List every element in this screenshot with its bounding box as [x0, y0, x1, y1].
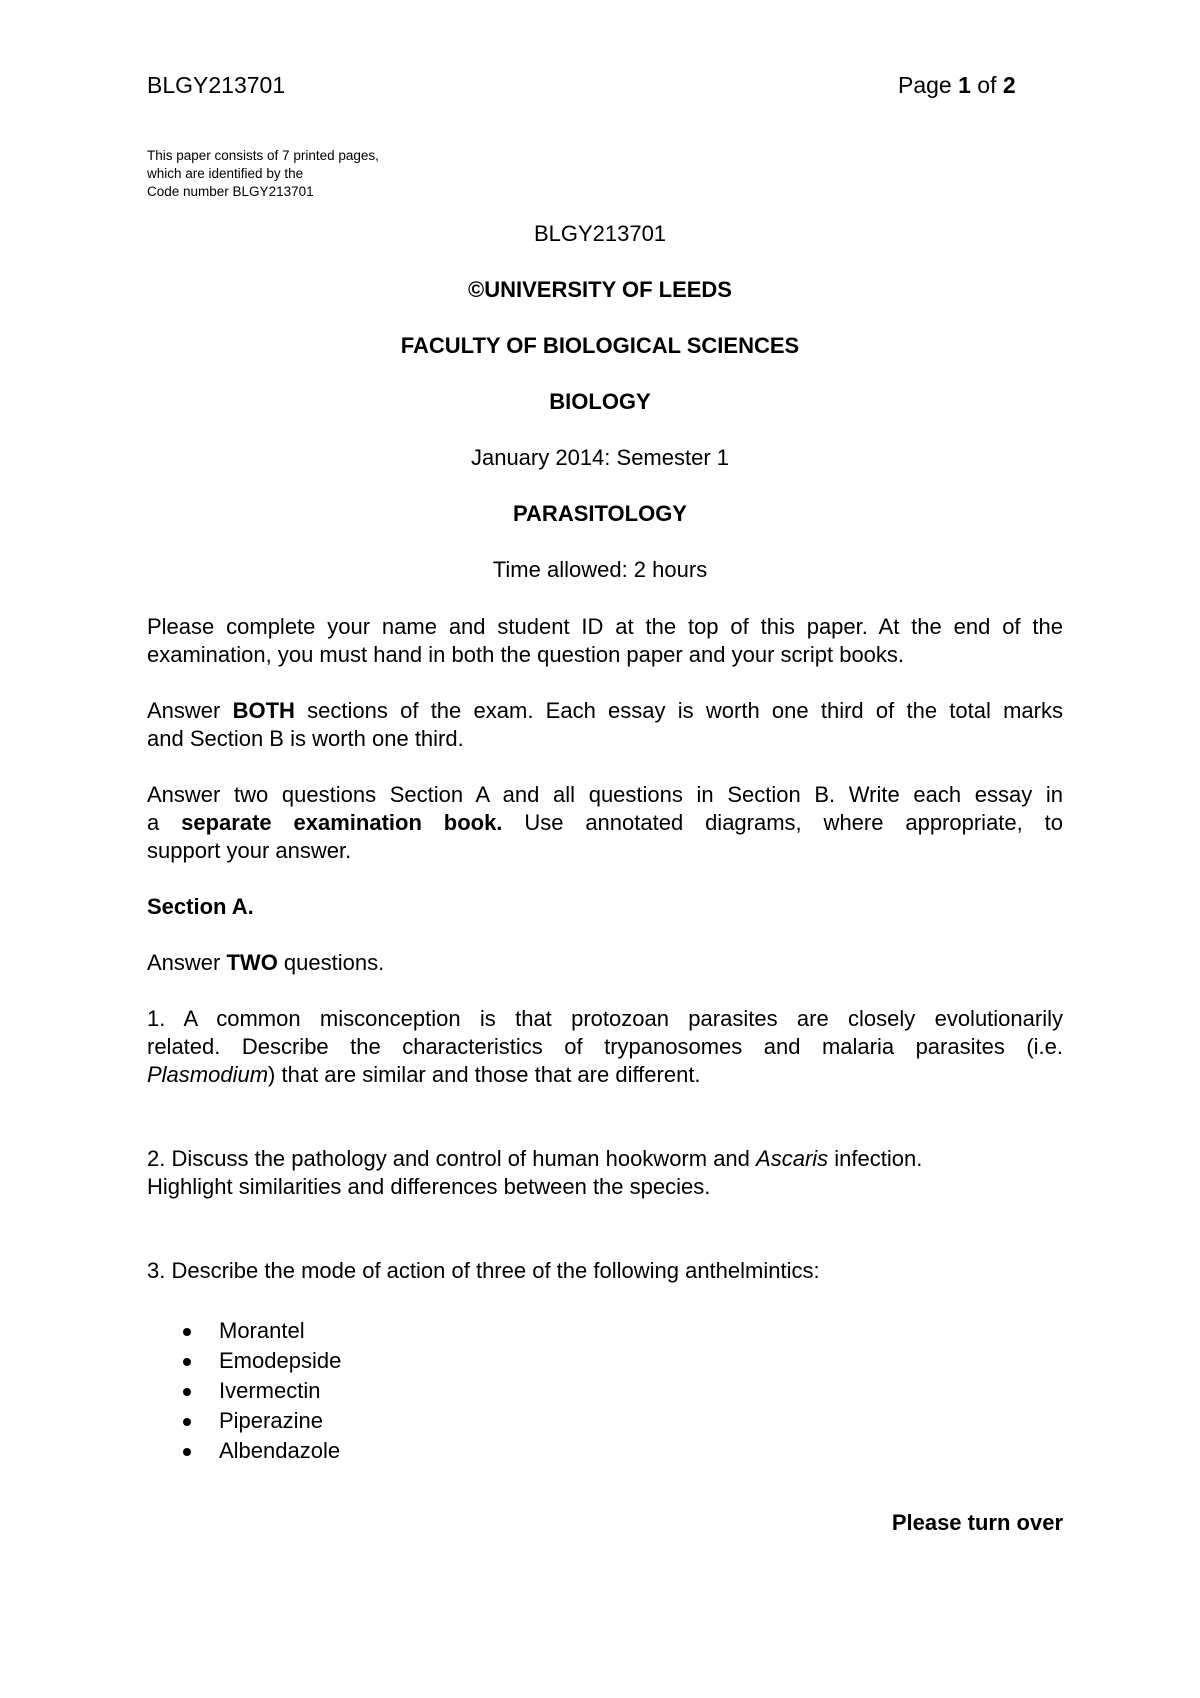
bullet-icon — [183, 1328, 191, 1336]
text-run: a — [147, 810, 182, 835]
text-run: sections of the exam. Each essay is worth one third of the total marks — [294, 698, 1063, 723]
list-item — [183, 1346, 341, 1376]
instruction-line: and Section B is worth one third. — [147, 726, 464, 751]
question-2 — [147, 1145, 1063, 1201]
university-name: ©UNIVERSITY OF LEEDS — [468, 277, 732, 302]
exam-session: January 2014: Semester 1 — [470, 445, 730, 470]
text-run: infection. — [828, 1146, 923, 1171]
question-line: 1. A common misconception is that protozoan parasites are closely evolutionarily — [147, 1006, 1063, 1031]
emphasis-both: BOTH — [232, 698, 295, 723]
instruction-line: examination, you must hand in both the question paper and your script books. — [147, 642, 905, 667]
page-current: 1 — [958, 72, 971, 98]
bullet-icon — [183, 1418, 191, 1426]
question-line — [147, 1145, 1063, 1173]
time-allowed: Time allowed: 2 hours — [492, 557, 708, 582]
list-item-label: Emodepside — [219, 1348, 342, 1373]
list-item — [183, 1436, 341, 1466]
paper-info-line: which are identified by the — [147, 166, 304, 181]
list-item-label: Morantel — [219, 1318, 305, 1343]
page-prefix: Page — [898, 72, 959, 98]
question-line — [147, 1061, 1063, 1089]
text-run: ) that are similar and those that are different. — [268, 1062, 701, 1087]
question-3: 3. Describe the mode of action of three of the following anthelmintics: — [147, 1258, 820, 1283]
emphasis-separate-book: separate examination book. — [181, 810, 503, 835]
list-item — [183, 1316, 341, 1346]
instruction-paragraph-3 — [147, 781, 1063, 865]
section-a-instruction — [147, 949, 1063, 977]
text-run: Answer — [147, 950, 227, 975]
instruction-line — [147, 697, 1063, 725]
list-item — [183, 1376, 341, 1406]
faculty-name: FACULTY OF BIOLOGICAL SCIENCES — [400, 333, 800, 358]
list-item-label: Albendazole — [219, 1438, 341, 1463]
section-a-heading: Section A. — [147, 894, 254, 919]
title-code: BLGY213701 — [533, 221, 667, 246]
instruction-line: support your answer. — [147, 838, 352, 863]
instruction-line: Please complete your name and student ID at the top of this paper. At the end of the — [147, 614, 1063, 639]
paper-info — [147, 147, 379, 201]
species-ascaris: Ascaris — [756, 1146, 829, 1171]
text-run: Answer — [147, 698, 233, 723]
header-page-number — [898, 72, 1016, 99]
page-of: of — [970, 72, 1003, 98]
bullet-icon — [183, 1388, 191, 1396]
please-turn-over: Please turn over — [891, 1510, 1063, 1535]
question-line: Highlight similarities and differences between the species. — [147, 1174, 711, 1199]
text-run: Use annotated diagrams, where appropriate, to — [502, 810, 1063, 835]
paper-info-line: Code number BLGY213701 — [147, 184, 314, 199]
instruction-line — [147, 809, 1063, 837]
question-line: related. Describe the characteristics of trypanosomes and malaria parasites (i.e. — [147, 1034, 1063, 1059]
bullet-icon — [183, 1448, 191, 1456]
text-run: 2. Discuss the pathology and control of human hookworm and — [147, 1146, 757, 1171]
module-title: PARASITOLOGY — [513, 501, 687, 526]
bullet-icon — [183, 1358, 191, 1366]
text-run: questions. — [277, 950, 385, 975]
list-item — [183, 1406, 341, 1436]
instruction-line: Answer two questions Section A and all questions in Section B. Write each essay in — [147, 782, 1063, 807]
paper-info-line: This paper consists of 7 printed pages, — [147, 148, 379, 163]
anthelmintics-list — [183, 1316, 341, 1466]
species-plasmodium: Plasmodium — [147, 1062, 269, 1087]
header-code: BLGY213701 — [147, 72, 286, 98]
subject-name: BIOLOGY — [549, 389, 651, 414]
emphasis-two: TWO — [226, 950, 278, 975]
instruction-paragraph-2 — [147, 697, 1063, 753]
list-item-label: Ivermectin — [219, 1378, 321, 1403]
list-item-label: Piperazine — [219, 1408, 323, 1433]
page-total: 2 — [1002, 72, 1016, 98]
question-1 — [147, 1005, 1063, 1089]
instruction-paragraph-1 — [147, 613, 1063, 669]
